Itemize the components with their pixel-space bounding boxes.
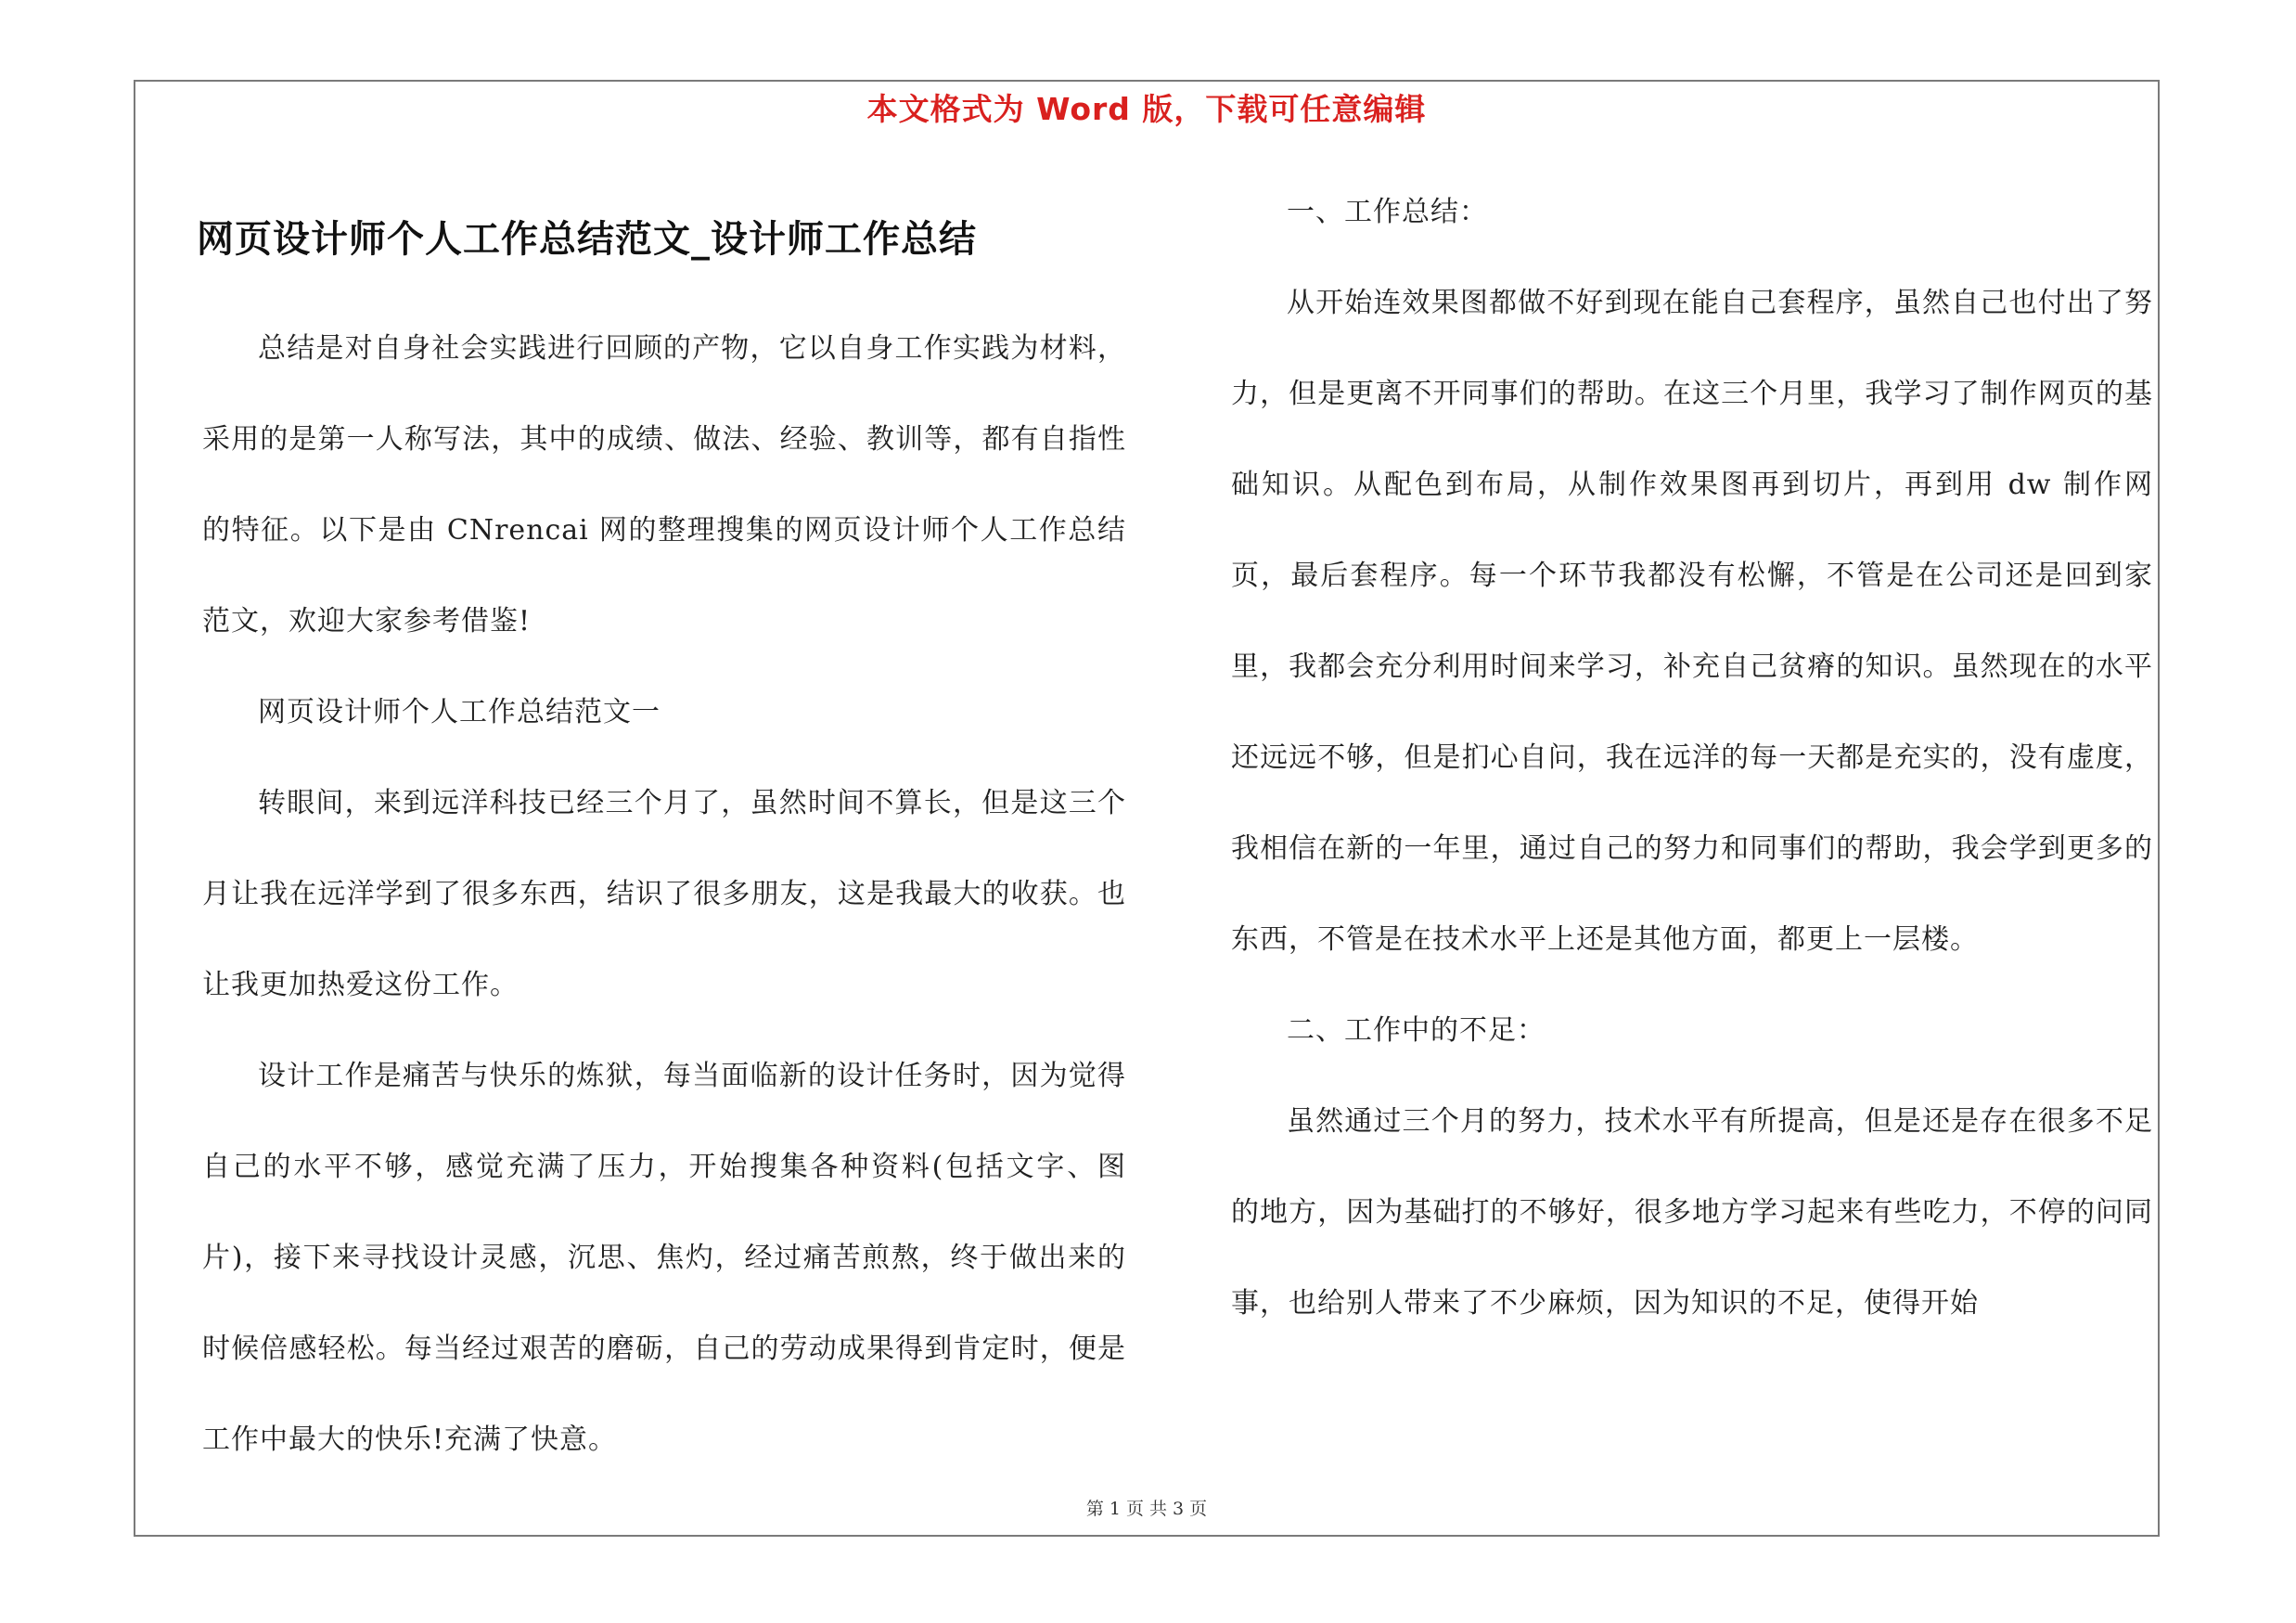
- document-title: 网页设计师个人工作总结范文_设计师工作总结: [197, 218, 977, 261]
- paragraph-body: 从开始连效果图都做不好到现在能自己套程序，虽然自己也付出了努力，但是更离不开同事们的帮助。在这三个月里，我学习了制作网页的基础知识。从配色到布局，从制作效果图再到切片，再到用 dw 制作网页，最后套程序。每一个环节我都没有松懈，不管是在公司还是回到家里，我都会充分利用时间来学习，补充自己贫瘠的知识。虽然现在的水平还远远不够，但是扪心自问，我在远洋的每一天都是充实的，没有虚度，我相信在新的一年里，通过自己的努力和同事们的帮助，我会学到更多的东西，不管是在技术水平上还是其他方面，都更上一层楼。: [1231, 287, 2153, 956]
- paragraph-body: 设计工作是痛苦与快乐的炼狱，每当面临新的设计任务时，因为觉得自己的水平不够，感觉充满了压力，开始搜集各种资料(包括文字、图片)，接下来寻找设计灵感，沉思、焦灼，经过痛苦煎熬，终于做出来的时候倍感轻松。每当经过艰苦的磨砺，自己的劳动成果得到肯定时，便是工作中最大的快乐!充满了快意。: [202, 1060, 1127, 1456]
- right-column: [1231, 167, 2153, 1349]
- paragraph-body: 转眼间，来到远洋科技已经三个月了，虽然时间不算长，但是这三个月让我在远洋学到了很多东西，结识了很多朋友，这是我最大的收获。也让我更加热爱这份工作。: [202, 787, 1126, 1001]
- left-column: [202, 303, 1126, 1486]
- page-number-footer: 第 1 页 共 3 页: [1085, 1499, 1208, 1519]
- paragraph-body: 虽然通过三个月的努力，技术水平有所提高，但是还是存在很多不足的地方，因为基础打的不够好，很多地方学习起来有些吃力，不停的问同事，也给别人带来了不少麻烦，因为知识的不足，使得开始: [1231, 1105, 2153, 1320]
- format-banner: 本文格式为 Word 版，下载可任意编辑: [866, 91, 1427, 127]
- section-heading-summary: 一、工作总结：: [1287, 196, 1488, 228]
- paragraph-subheading: 网页设计师个人工作总结范文一: [258, 696, 661, 728]
- section-heading-shortcomings: 二、工作中的不足：: [1287, 1014, 1546, 1047]
- paragraph-intro: 总结是对自身社会实践进行回顾的产物，它以自身工作实践为材料，采用的是第一人称写法，其中的成绩、做法、经验、教训等，都有自指性的特征。以下是由 CNrencai 网的整理搜集的网页设计师个人工作总结范文，欢迎大家参考借鉴!: [202, 332, 1126, 638]
